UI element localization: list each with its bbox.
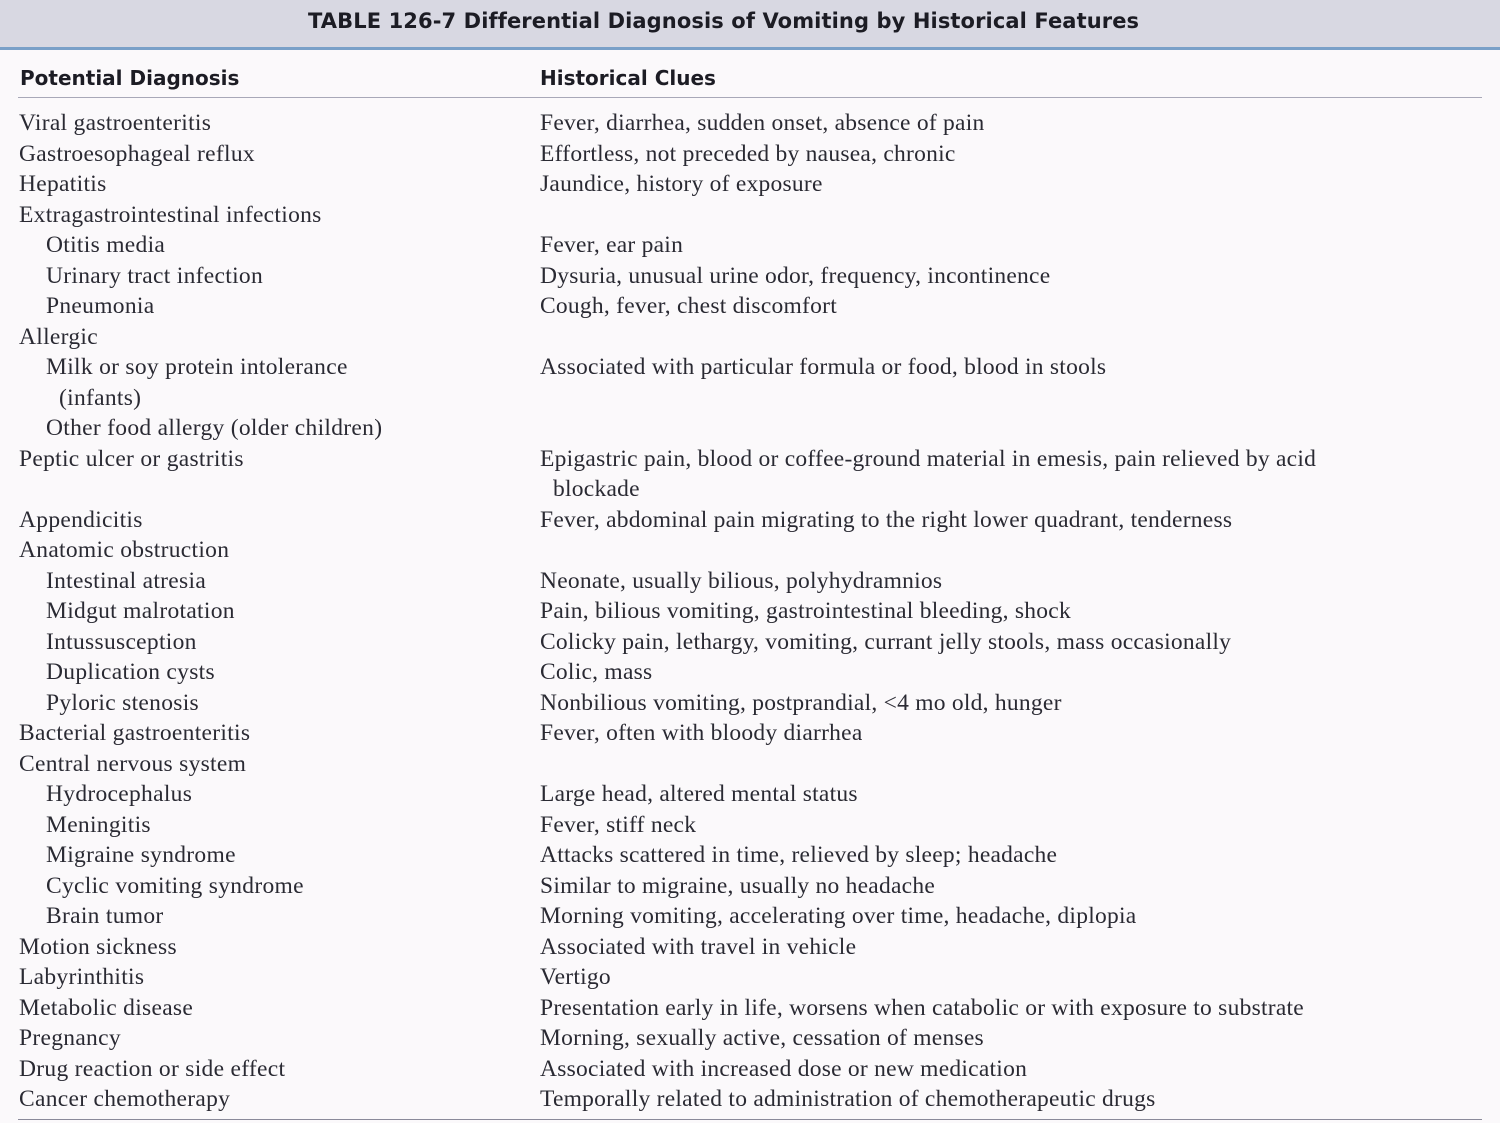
diagnosis-subitem: Migraine syndrome [46,842,236,868]
diagnosis-cell: Peptic ulcer or gastritis [19,445,244,472]
diagnosis-subitem: Other food allergy (older children) [46,415,383,441]
clue-cell: Associated with particular formula or food, blood in stools [540,354,1107,380]
diagnosis-subitem: Midgut malrotation [46,598,235,624]
table-title-bar [0,0,1500,50]
diagnosis-subitem: Urinary tract infection [46,262,263,289]
diagnosis-subitem: Hydrocephalus [46,781,193,807]
table-row [0,139,1500,170]
clue-cell: Fever, diarrhea, sudden onset, absence of pain [540,110,985,136]
table-row [0,261,1500,292]
table-row [0,596,1500,627]
table-row [0,627,1500,658]
table-row [0,749,1500,780]
table-row [0,657,1500,688]
diagnosis-category: Allergic [19,323,98,350]
clue-cell: Associated with travel in vehicle [540,933,857,960]
clue-cell: Neonate, usually bilious, polyhydramnios [540,567,943,594]
diagnosis-cell: Motion sickness [19,933,177,960]
table-row [0,352,1500,383]
clue-cell: Similar to migraine, usually no headache [540,872,936,899]
clue-cell: Pain, bilious vomiting, gastrointestinal bleeding, shock [540,598,1071,624]
diagnosis-category: Anatomic obstruction [19,537,230,563]
diagnosis-category: Central nervous system [19,750,247,777]
clue-cell: Fever, stiff neck [540,811,697,838]
clue-cell: Effortless, not preceded by nausea, chronic [540,140,956,167]
table-row [0,871,1500,902]
clue-cell: Fever, ear pain [540,232,684,258]
diagnosis-category: Extragastrointestinal infections [19,201,322,228]
clue-cell: Fever, often with bloody diarrhea [540,720,863,746]
diagnosis-subitem-continued: (infants) [59,384,142,411]
diagnosis-cell: Metabolic disease [19,994,194,1021]
table-row [0,535,1500,566]
table-row [0,688,1500,719]
diagnosis-subitem: Cyclic vomiting syndrome [46,872,304,899]
diagnosis-cell: Labyrinthitis [19,964,145,990]
diagnosis-subitem: Duplication cysts [46,659,215,685]
table-row [0,505,1500,536]
clue-cell: Vertigo [540,964,611,990]
table-row [0,901,1500,932]
table-row [0,444,1500,475]
diagnosis-subitem: Meningitis [46,811,151,838]
clue-cell [540,413,1480,444]
clue-cell [540,200,1480,231]
diagnosis-subitem: Pyloric stenosis [46,689,199,716]
table-row [0,230,1500,261]
clue-cell: Colicky pain, lethargy, vomiting, currant jelly stools, mass occasionally [540,628,1232,655]
table-row [0,1023,1500,1054]
clue-cell: Epigastric pain, blood or coffee-ground material in emesis, pain relieved by acid [540,445,1317,472]
diagnosis-cell: Viral gastroenteritis [19,110,212,136]
clue-cell [540,749,1480,780]
table-row [0,1084,1500,1115]
clue-cell: Large head, altered mental status [540,781,858,807]
clue-cell: Nonbilious vomiting, postprandial, <4 mo old, hunger [540,689,1062,716]
clue-cell [540,383,1480,414]
diagnosis-subitem: Intussusception [46,628,197,655]
clue-cell: Colic, mass [540,659,653,685]
diagnosis-subitem: Intestinal atresia [46,567,207,594]
diagnosis-subitem: Pneumonia [46,293,155,319]
table-row [0,413,1500,444]
clue-continuation: blockade [553,476,640,502]
diagnosis-subitem: Otitis media [46,232,166,258]
table-row [0,993,1500,1024]
clue-cell: Dysuria, unusual urine odor, frequency, incontinence [540,262,1051,289]
header-potential-diagnosis: Potential Diagnosis [20,66,240,90]
table-body [0,108,1500,1115]
diagnosis-subitem: Milk or soy protein intolerance [46,354,348,380]
diagnosis-cell: Cancer chemotherapy [19,1086,231,1112]
diagnosis-cell: Bacterial gastroenteritis [19,720,251,746]
clue-cell: Cough, fever, chest discomfort [540,293,837,319]
table-row [0,383,1500,414]
clue-cell: Attacks scattered in time, relieved by sleep; headache [540,842,1058,868]
table-bottom-rule [18,1119,1482,1120]
diagnosis-cell: Pregnancy [19,1025,121,1051]
table-row [0,474,1500,505]
diagnosis-cell: Hepatitis [19,171,107,197]
table-row [0,200,1500,231]
table-row [0,566,1500,597]
diagnosis-cell: Gastroesophageal reflux [19,140,255,167]
clue-cell: Associated with increased dose or new medication [540,1055,1028,1082]
diagnosis-cell: Appendicitis [19,506,143,533]
table-row [0,108,1500,139]
table-title: TABLE 126-7 Differential Diagnosis of Vomiting by Historical Features [308,9,1140,33]
table-row [0,840,1500,871]
clue-cell [540,322,1480,353]
table-row [0,810,1500,841]
clue-cell: Morning, sexually active, cessation of menses [540,1025,984,1051]
clue-cell: Morning vomiting, accelerating over time, headache, diplopia [540,903,1137,929]
clue-cell [540,535,1480,566]
table-row [0,962,1500,993]
table-row [0,291,1500,322]
table-row [0,1054,1500,1085]
table-row [0,932,1500,963]
clue-cell: Temporally related to administration of chemotherapeutic drugs [540,1086,1156,1112]
clue-cell: Jaundice, history of exposure [540,171,823,197]
header-divider [18,97,1482,98]
table-row [0,779,1500,810]
table-row [0,322,1500,353]
table-row [0,169,1500,200]
clue-cell: Fever, abdominal pain migrating to the right lower quadrant, tenderness [540,506,1233,533]
header-historical-clues: Historical Clues [540,66,716,90]
table-row [0,718,1500,749]
diagnosis-cell: Drug reaction or side effect [19,1055,286,1082]
clue-cell: Presentation early in life, worsens when catabolic or with exposure to substrate [540,994,1304,1021]
diagnosis-subitem: Brain tumor [46,903,164,929]
clue-cell-continued [540,474,1480,505]
